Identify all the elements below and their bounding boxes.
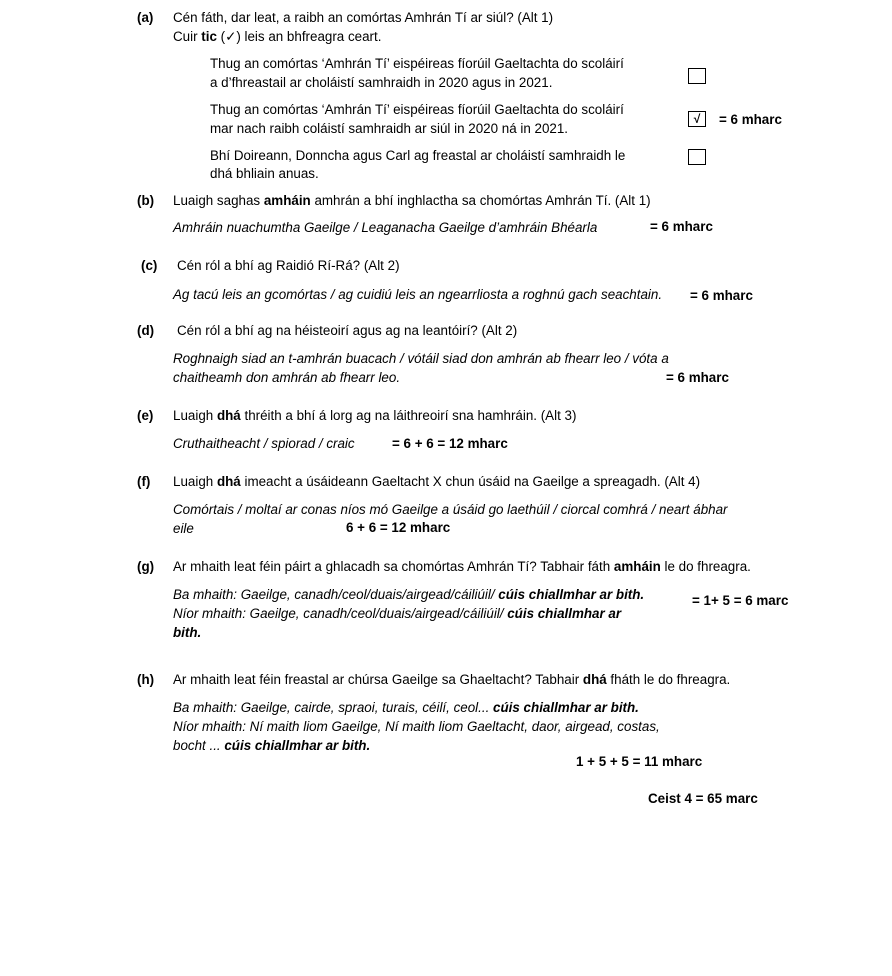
- question-d: Cén ról a bhí ag na héisteoirí agus ag na leantóirí? (Alt 2): [177, 323, 518, 338]
- marks-d: = 6 mharc: [666, 370, 729, 385]
- label-c: (c): [141, 258, 158, 273]
- answer-b: Amhráin nuachumtha Gaeilge / Leaganacha Gaeilge d’amhráin Bhéarla: [173, 220, 598, 235]
- option-1-checkbox[interactable]: [688, 68, 706, 84]
- label-b: (b): [137, 193, 155, 208]
- question-f: Luaigh dhá imeacht a úsáideann Gaeltacht X chun úsáid na Gaeilge a spreagadh. (Alt 4): [173, 474, 701, 489]
- question-e: Luaigh dhá thréith a bhí á lorg ag na láithreoirí sna hamhráin. (Alt 3): [173, 408, 577, 423]
- marks-g: = 1+ 5 = 6 marc: [692, 593, 789, 608]
- question-a: Cén fáth, dar leat, a raibh an comórtas Amhrán Tí ar siúl? (Alt 1): [173, 10, 554, 25]
- answer-f-line-2: eile: [173, 521, 194, 536]
- marks-b: = 6 mharc: [650, 219, 713, 234]
- option-1-line-1: Thug an comórtas ‘Amhrán Tí’ eispéireas fíorúil Gaeltachta do scoláirí: [210, 56, 624, 71]
- label-g: (g): [137, 559, 155, 574]
- option-3-line-1: Bhí Doireann, Donncha agus Carl ag freastal ar choláistí samhraidh le: [210, 148, 626, 163]
- label-d: (d): [137, 323, 155, 338]
- option-1-line-2: a d’fhreastail ar choláistí samhraidh in 2020 agus in 2021.: [210, 75, 553, 90]
- answer-g-no-cont: bith.: [173, 625, 202, 640]
- option-2-line-1: Thug an comórtas ‘Amhrán Tí’ eispéireas fíorúil Gaeltachta do scoláirí: [210, 102, 624, 117]
- answer-h-yes: Ba mhaith: Gaeilge, cairde, spraoi, turais, céilí, ceol... cúis chiallmhar ar bith.: [173, 700, 639, 715]
- answer-h-no-line-2: bocht ... cúis chiallmhar ar bith.: [173, 738, 371, 753]
- answer-g-no: Níor mhaith: Gaeilge, canadh/ceol/duais/airgead/cáiliúil/ cúis chiallmhar ar: [173, 606, 622, 621]
- question-total: Ceist 4 = 65 marc: [648, 791, 758, 806]
- answer-d-line-2: chaitheamh don amhrán ab fhearr leo.: [173, 370, 401, 385]
- answer-c: Ag tacú leis an gcomórtas / ag cuidiú leis an ngearrliosta a roghnú gach seachtain.: [173, 287, 663, 302]
- marks-e: = 6 + 6 = 12 mharc: [392, 436, 508, 451]
- option-3-checkbox[interactable]: [688, 149, 706, 165]
- marks-f: 6 + 6 = 12 mharc: [346, 520, 451, 535]
- question-b: Luaigh saghas amháin amhrán a bhí inghlactha sa chomórtas Amhrán Tí. (Alt 1): [173, 193, 651, 208]
- label-a: (a): [137, 10, 154, 25]
- label-h: (h): [137, 672, 155, 687]
- option-2-checkbox[interactable]: √: [688, 111, 706, 127]
- answer-e: Cruthaitheacht / spiorad / craic: [173, 436, 355, 451]
- question-c: Cén ról a bhí ag Raidió Rí-Rá? (Alt 2): [177, 258, 400, 273]
- label-e: (e): [137, 408, 154, 423]
- question-g: Ar mhaith leat féin páirt a ghlacadh sa chomórtas Amhrán Tí? Tabhair fáth amháin le do fhreagra.: [173, 559, 751, 574]
- marks-h: 1 + 5 + 5 = 11 mharc: [576, 754, 703, 769]
- question-h: Ar mhaith leat féin freastal ar chúrsa Gaeilge sa Ghaeltacht? Tabhair dhá fháth le do fhreagra.: [173, 672, 731, 687]
- marks-a: = 6 mharc: [719, 112, 782, 127]
- answer-f-line-1: Comórtais / moltaí ar conas níos mó Gaeilge a úsáid go laethúil / ciorcal comhrá / neart ábhar: [173, 502, 728, 517]
- answer-d-line-1: Roghnaigh siad an t-amhrán buacach / vótáil siad don amhrán ab fhearr leo / vóta a: [173, 351, 669, 366]
- answer-g-yes: Ba mhaith: Gaeilge, canadh/ceol/duais/airgead/cáiliúil/ cúis chiallmhar ar bith.: [173, 587, 645, 602]
- instruction-a: Cuir tic (✓) leis an bhfreagra ceart.: [173, 29, 382, 44]
- label-f: (f): [137, 474, 151, 489]
- option-2-line-2: mar nach raibh coláistí samhraidh ar siúl in 2020 ná in 2021.: [210, 121, 569, 136]
- marks-c: = 6 mharc: [690, 288, 753, 303]
- answer-h-no-line-1: Níor mhaith: Ní maith liom Gaeilge, Ní maith liom Gaeltacht, daor, airgead, costas,: [173, 719, 660, 734]
- option-3-line-2: dhá bhliain anuas.: [210, 166, 319, 181]
